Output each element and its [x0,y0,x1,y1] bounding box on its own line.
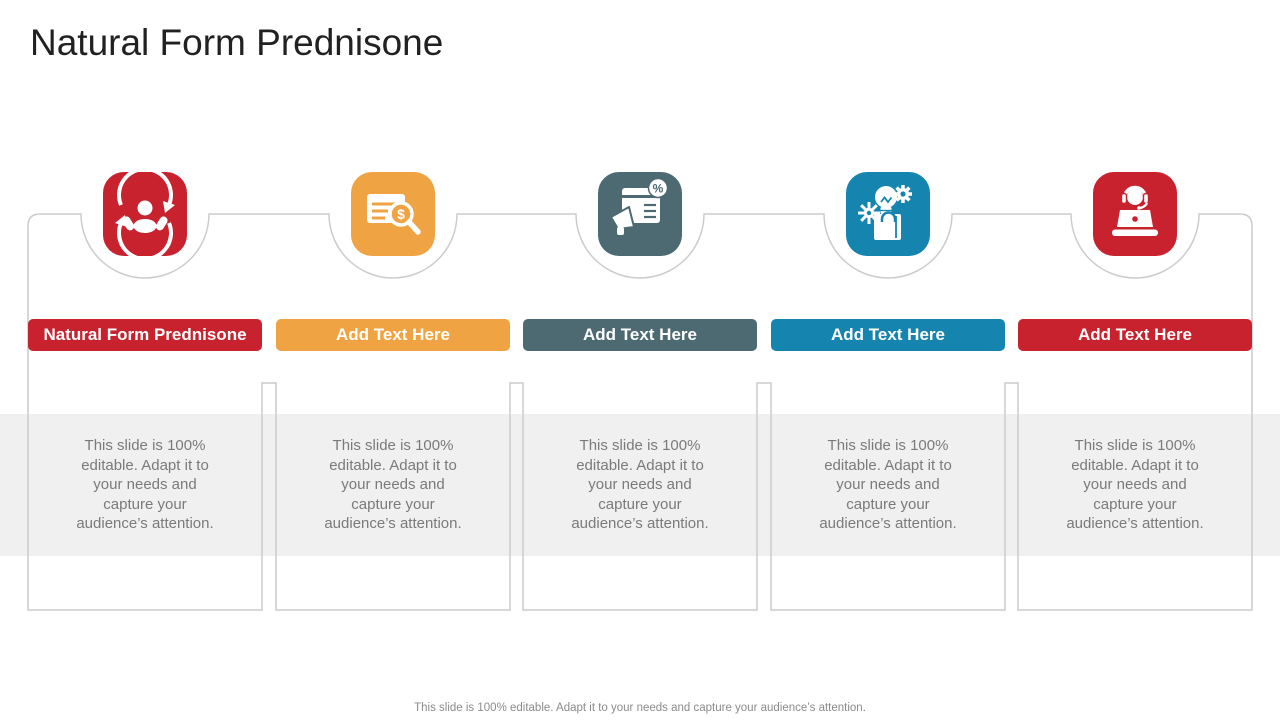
banner-label-1[interactable]: Natural Form Prednisone [28,319,262,351]
banner-label-2[interactable]: Add Text Here [276,319,510,351]
icon-tile-1[interactable] [103,172,187,256]
icon-tile-3[interactable] [598,172,682,256]
banner-label-3[interactable]: Add Text Here [523,319,757,351]
svg-text:$: $ [397,206,405,222]
body-text-3[interactable]: This slide is 100% editable. Adapt it to your needs and capture your audience’s attention. [571,437,709,532]
promo-announcement-icon [598,172,682,256]
customer-support-icon [1093,172,1177,256]
icon-tile-5[interactable] [1093,172,1177,256]
footer-note: This slide is 100% editable. Adapt it to your needs and capture your audience’s attention. [414,702,866,714]
people-care-sync-icon [103,172,187,256]
icon-tile-2[interactable] [351,172,435,256]
svg-text:%: % [652,181,664,196]
slide-title[interactable]: Natural Form Prednisone [30,22,444,63]
body-text-1[interactable]: This slide is 100% editable. Adapt it to your needs and capture your audience’s attention. [76,437,214,532]
body-text-4[interactable]: This slide is 100% editable. Adapt it to your needs and capture your audience’s attention. [819,437,957,532]
finance-search-icon [351,172,435,256]
body-text-2[interactable]: This slide is 100% editable. Adapt it to your needs and capture your audience’s attention. [324,437,462,532]
body-text-5[interactable]: This slide is 100% editable. Adapt it to your needs and capture your audience’s attention. [1066,437,1204,532]
banner-label-5[interactable]: Add Text Here [1018,319,1252,351]
banner-label-4[interactable]: Add Text Here [771,319,1005,351]
icon-tile-4[interactable] [846,172,930,256]
idea-shopping-icon [846,172,930,256]
